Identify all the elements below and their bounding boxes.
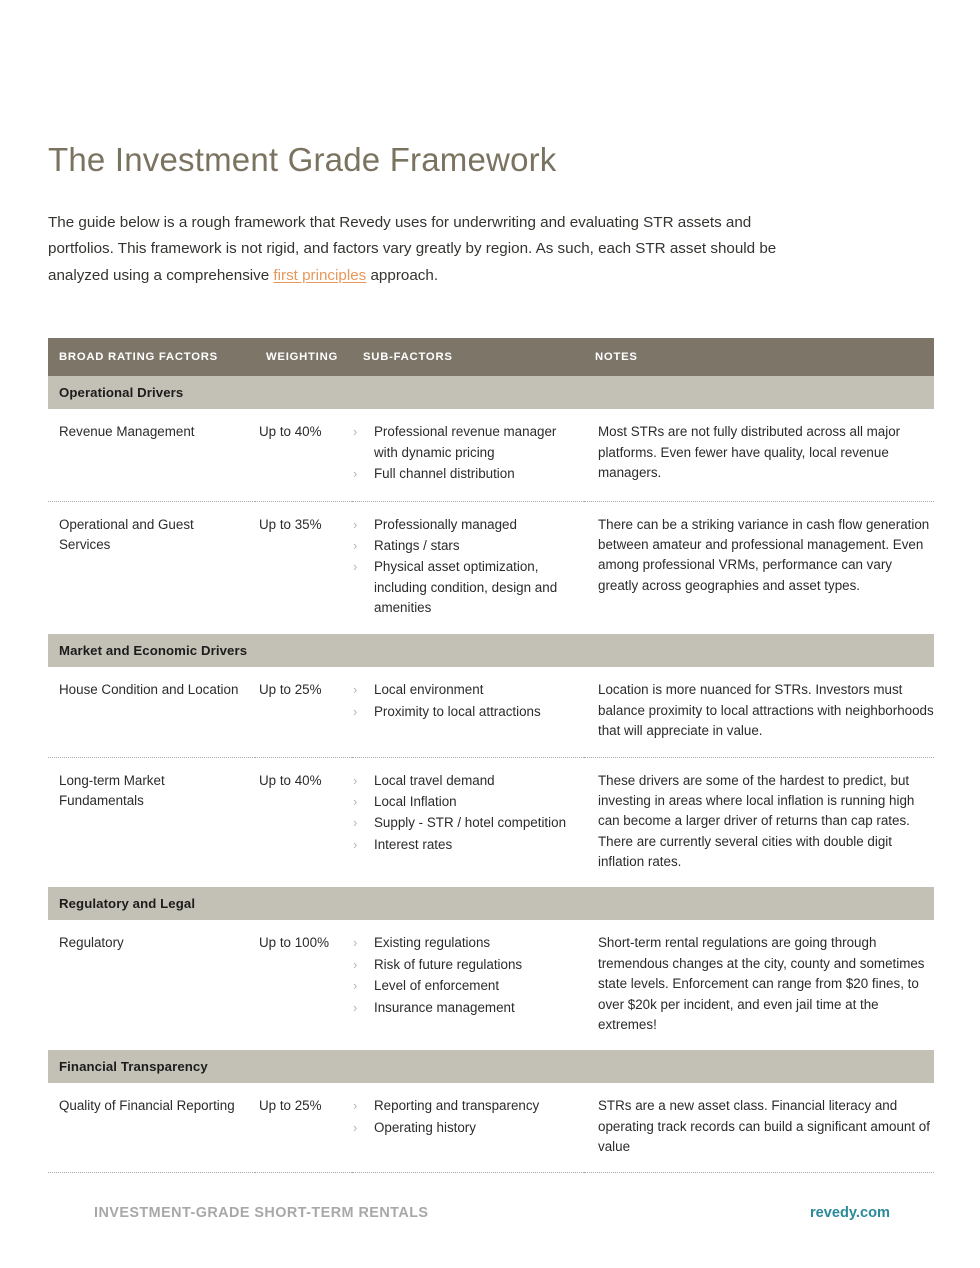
sub-factor-label: Risk of future regulations bbox=[374, 956, 523, 972]
cell-weighting: Up to 40% bbox=[255, 409, 352, 501]
sub-factor-item bbox=[352, 976, 574, 996]
cell-notes: Location is more nuanced for STRs. Investors must balance proximity to local attractions with neighborhoods that will appreciate in value. bbox=[584, 667, 934, 757]
cell-broad-rating-factor: Revenue Management bbox=[48, 409, 255, 501]
sub-factor-label: Local Inflation bbox=[374, 793, 457, 809]
cell-broad-rating-factor: Quality of Financial Reporting bbox=[48, 1083, 255, 1173]
table-section-label: Market and Economic Drivers bbox=[48, 634, 934, 667]
sub-factor-item bbox=[352, 702, 574, 722]
cell-notes: Short-term rental regulations are going through tremendous changes at the city, county and sometimes state levels. Enforcement can range from $20 fines, to over $20k per incident, and even jail time at the extremes! bbox=[584, 920, 934, 1050]
sub-factor-item bbox=[352, 998, 574, 1018]
chevron-right-icon: › bbox=[353, 1119, 358, 1135]
sub-factor-item bbox=[352, 792, 574, 812]
table-row bbox=[48, 757, 934, 887]
sub-factor-item bbox=[352, 1118, 574, 1138]
cell-weighting: Up to 100% bbox=[255, 920, 352, 1050]
sub-factor-item bbox=[352, 680, 574, 700]
cell-broad-rating-factor: Long-term Market Fundamentals bbox=[48, 757, 255, 887]
table-header bbox=[48, 338, 934, 376]
sub-factor-label: Local travel demand bbox=[374, 772, 495, 788]
table-section-label: Financial Transparency bbox=[48, 1050, 934, 1083]
footer-label: INVESTMENT-GRADE SHORT-TERM RENTALS bbox=[94, 1205, 429, 1221]
cell-broad-rating-factor: House Condition and Location bbox=[48, 667, 255, 757]
sub-factor-label: Interest rates bbox=[374, 836, 453, 852]
table-row bbox=[48, 409, 934, 501]
chevron-right-icon: › bbox=[353, 815, 358, 831]
sub-factor-label: Proximity to local attractions bbox=[374, 703, 541, 719]
column-header-broad-rating-factors: BROAD RATING FACTORS bbox=[48, 338, 255, 376]
first-principles-link[interactable]: first principles bbox=[273, 266, 367, 284]
chevron-right-icon: › bbox=[353, 537, 358, 553]
sub-factor-item bbox=[352, 422, 574, 463]
table-section-label: Regulatory and Legal bbox=[48, 887, 934, 920]
cell-weighting: Up to 25% bbox=[255, 1083, 352, 1173]
table-row bbox=[48, 667, 934, 757]
chevron-right-icon: › bbox=[353, 703, 358, 719]
chevron-right-icon: › bbox=[353, 682, 358, 698]
sub-factor-item bbox=[352, 557, 574, 618]
sub-factor-list bbox=[352, 680, 574, 722]
table-section-row bbox=[48, 1050, 934, 1083]
framework-table bbox=[48, 338, 934, 1173]
cell-sub-factors bbox=[352, 1083, 584, 1173]
sub-factor-label: Reporting and transparency bbox=[374, 1098, 540, 1114]
table-section-row bbox=[48, 887, 934, 920]
table-body bbox=[48, 376, 934, 1173]
cell-broad-rating-factor: Operational and Guest Services bbox=[48, 501, 255, 634]
table-section-label: Operational Drivers bbox=[48, 376, 934, 409]
framework-table-wrapper bbox=[0, 338, 980, 1173]
chevron-right-icon: › bbox=[353, 424, 358, 440]
sub-factor-label: Full channel distribution bbox=[374, 466, 515, 482]
chevron-right-icon: › bbox=[353, 466, 358, 482]
sub-factor-item bbox=[352, 955, 574, 975]
cell-notes: STRs are a new asset class. Financial literacy and operating track records can build a significant amount of value bbox=[584, 1083, 934, 1173]
chevron-right-icon: › bbox=[353, 956, 358, 972]
chevron-right-icon: › bbox=[353, 772, 358, 788]
chevron-right-icon: › bbox=[353, 559, 358, 575]
cell-weighting: Up to 35% bbox=[255, 501, 352, 634]
sub-factor-item bbox=[352, 813, 574, 833]
sub-factor-label: Local environment bbox=[374, 682, 484, 698]
intro-paragraph bbox=[0, 210, 790, 290]
chevron-right-icon: › bbox=[353, 978, 358, 994]
table-section-row bbox=[48, 634, 934, 667]
table-section-row bbox=[48, 376, 934, 409]
sub-factor-label: Ratings / stars bbox=[374, 537, 460, 553]
sub-factor-label: Professionally managed bbox=[374, 516, 517, 532]
cell-weighting: Up to 40% bbox=[255, 757, 352, 887]
table-row bbox=[48, 920, 934, 1050]
sub-factor-list bbox=[352, 771, 574, 856]
column-header-weighting: WEIGHTING bbox=[255, 338, 352, 376]
cell-sub-factors bbox=[352, 667, 584, 757]
sub-factor-label: Insurance management bbox=[374, 999, 515, 1015]
cell-notes: These drivers are some of the hardest to predict, but investing in areas where local inflation is running high can become a larger driver of returns than cap rates. There are currently several cities with double digit inflation rates. bbox=[584, 757, 934, 887]
cell-sub-factors bbox=[352, 409, 584, 501]
sub-factor-list bbox=[352, 422, 574, 484]
chevron-right-icon: › bbox=[353, 935, 358, 951]
chevron-right-icon: › bbox=[353, 836, 358, 852]
sub-factor-item bbox=[352, 464, 574, 484]
page-footer bbox=[0, 1205, 980, 1221]
cell-notes: There can be a striking variance in cash flow generation between amateur and professional management. Even among professional VRMs, performance can vary greatly across geographies and asset types. bbox=[584, 501, 934, 634]
cell-notes: Most STRs are not fully distributed across all major platforms. Even fewer have quality, local revenue managers. bbox=[584, 409, 934, 501]
sub-factor-label: Supply - STR / hotel competition bbox=[374, 815, 567, 831]
cell-sub-factors bbox=[352, 757, 584, 887]
sub-factor-item bbox=[352, 933, 574, 953]
intro-text-before-link: The guide below is a rough framework that Revedy uses for underwriting and evaluating STR assets and portfolios. This framework is not rigid, and factors vary greatly by region. As such, each STR asset should be analyzed using a comprehensive bbox=[48, 213, 777, 284]
footer-website-link[interactable]: revedy.com bbox=[809, 1205, 890, 1221]
sub-factor-label: Physical asset optimization, including condition, design and amenities bbox=[374, 559, 558, 615]
column-header-notes: NOTES bbox=[584, 338, 934, 376]
sub-factor-label: Existing regulations bbox=[374, 935, 491, 951]
table-row bbox=[48, 1083, 934, 1173]
sub-factor-list bbox=[352, 1096, 574, 1138]
table-header-row bbox=[48, 338, 934, 376]
cell-broad-rating-factor: Regulatory bbox=[48, 920, 255, 1050]
intro-text-after-link: approach. bbox=[366, 266, 439, 284]
chevron-right-icon: › bbox=[353, 793, 358, 809]
table-row bbox=[48, 501, 934, 634]
chevron-right-icon: › bbox=[353, 1098, 358, 1114]
sub-factor-item bbox=[352, 536, 574, 556]
sub-factor-item bbox=[352, 835, 574, 855]
chevron-right-icon: › bbox=[353, 516, 358, 532]
column-header-sub-factors: SUB-FACTORS bbox=[352, 338, 584, 376]
sub-factor-list bbox=[352, 933, 574, 1018]
sub-factor-label: Operating history bbox=[374, 1119, 476, 1135]
chevron-right-icon: › bbox=[353, 999, 358, 1015]
page-title: The Investment Grade Framework bbox=[48, 141, 557, 178]
sub-factor-item bbox=[352, 771, 574, 791]
sub-factor-item bbox=[352, 1096, 574, 1116]
cell-sub-factors bbox=[352, 501, 584, 634]
cell-weighting: Up to 25% bbox=[255, 667, 352, 757]
sub-factor-item bbox=[352, 515, 574, 535]
sub-factor-label: Level of enforcement bbox=[374, 978, 500, 994]
sub-factor-list bbox=[352, 515, 574, 619]
sub-factor-label: Professional revenue manager with dynamic pricing bbox=[374, 424, 557, 460]
cell-sub-factors bbox=[352, 920, 584, 1050]
